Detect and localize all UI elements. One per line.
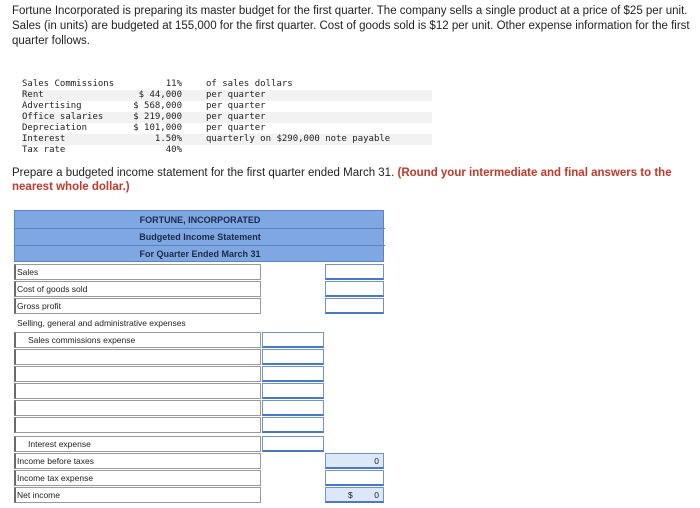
cogs-amount-input[interactable]: [325, 281, 384, 297]
row-sga-heading: [14, 315, 384, 332]
header-divider: [15, 228, 385, 229]
expense-label: Tax rate: [22, 145, 66, 155]
expense-amount: 1.50%: [154, 134, 182, 144]
expense-amount: 40%: [165, 145, 182, 155]
expense-desc: per quarter: [206, 123, 266, 133]
row-label: Selling, general and administrative expenses: [17, 318, 186, 328]
expense-amount-input[interactable]: [262, 349, 324, 365]
row-sales-commissions: [14, 332, 384, 349]
expense-label-input[interactable]: [14, 383, 261, 399]
row-label: Income before taxes: [17, 456, 95, 466]
expense-desc: per quarter: [206, 112, 266, 122]
row-cogs: [14, 281, 384, 298]
expense-row-depreciation: [22, 123, 432, 134]
expense-desc: per quarter: [206, 90, 266, 100]
row-blank-expense: [14, 349, 384, 366]
row-blank-expense: [14, 417, 384, 434]
expense-label: Interest: [22, 134, 66, 144]
interest-expense-input[interactable]: [262, 436, 324, 452]
row-label: Income tax expense: [17, 473, 94, 483]
expense-label: Rent: [22, 90, 44, 100]
expense-amount: $ 44,000: [138, 90, 182, 100]
income-statement-table: [14, 210, 384, 502]
row-label: Sales: [17, 267, 39, 277]
expense-label-input[interactable]: [14, 417, 261, 433]
expense-amount-input[interactable]: [262, 417, 324, 433]
row-label: Gross profit: [17, 301, 61, 311]
expense-row-rent: [22, 90, 432, 101]
income-tax-expense-input[interactable]: [325, 470, 384, 486]
expense-amount: $ 219,000: [133, 112, 182, 122]
row-sales: [14, 264, 384, 281]
expense-row-sales-commissions: [22, 79, 432, 90]
expense-label-input[interactable]: [14, 349, 261, 365]
problem-intro: Fortune Incorporated is preparing its master budget for the first quarter. The company sells a single product at a price of $25 per unit. Sales (in units) are budgeted at 155,000 for the first quarter. Cost of goods sold is $12 per unit. Other expense information for the first quarter follows.: [12, 5, 690, 47]
statement-header: [14, 210, 384, 262]
sales-amount-input[interactable]: [325, 264, 384, 280]
expense-label: Depreciation: [22, 123, 88, 133]
income-before-taxes-value: [325, 453, 384, 469]
net-income-amount: 0: [374, 490, 379, 500]
row-label: Cost of goods sold: [17, 284, 88, 294]
expense-label: Office salaries: [22, 112, 104, 122]
row-label: Net income: [17, 490, 60, 500]
sales-commissions-input[interactable]: [262, 332, 324, 348]
row-interest-expense: [14, 436, 384, 453]
expense-desc: per quarter: [206, 101, 266, 111]
expense-row-tax-rate: [22, 145, 432, 156]
expense-label-input[interactable]: [14, 366, 261, 382]
instructions-text: Prepare a budgeted income statement for the first quarter ended March 31.: [12, 167, 395, 179]
net-income-value: [325, 487, 384, 503]
expense-amount-input[interactable]: [262, 383, 324, 399]
row-net-income: [14, 487, 384, 504]
gross-profit-amount-input[interactable]: [325, 298, 384, 314]
statement-title: Budgeted Income Statement: [139, 232, 261, 242]
expense-label: Advertising: [22, 101, 82, 111]
label-cell: [14, 264, 261, 280]
expense-row-interest: [22, 134, 432, 145]
company-name: FORTUNE, INCORPORATED: [139, 215, 261, 225]
row-income-tax-expense: [14, 470, 384, 487]
row-gross-profit: [14, 298, 384, 315]
dollar-sign: $: [348, 490, 353, 500]
row-income-before-taxes: [14, 453, 384, 470]
expense-desc: quarterly on $290,000 note payable: [206, 134, 391, 144]
expense-amount-input[interactable]: [262, 400, 324, 416]
income-before-taxes-amount: 0: [374, 456, 379, 466]
expense-row-office-salaries: [22, 112, 432, 123]
expense-amount: $ 568,000: [133, 101, 182, 111]
instructions: [12, 166, 692, 194]
row-label: Interest expense: [28, 439, 91, 449]
row-label: Sales commissions expense: [28, 335, 136, 345]
expense-label: Sales Commissions: [22, 79, 115, 89]
expense-label-input[interactable]: [14, 400, 261, 416]
row-blank-expense: [14, 366, 384, 383]
expense-desc: of sales dollars: [206, 79, 293, 89]
header-divider: [15, 245, 385, 246]
rounding-note: (Round your intermediate and final answers to the nearest whole dollar.): [12, 167, 672, 193]
expense-row-advertising: [22, 101, 432, 112]
expense-amount: $ 101,000: [133, 123, 182, 133]
row-blank-expense: [14, 400, 384, 417]
statement-period: For Quarter Ended March 31: [139, 249, 261, 259]
expense-amount: 11%: [165, 79, 182, 89]
expense-amount-input[interactable]: [262, 366, 324, 382]
row-blank-expense: [14, 383, 384, 400]
